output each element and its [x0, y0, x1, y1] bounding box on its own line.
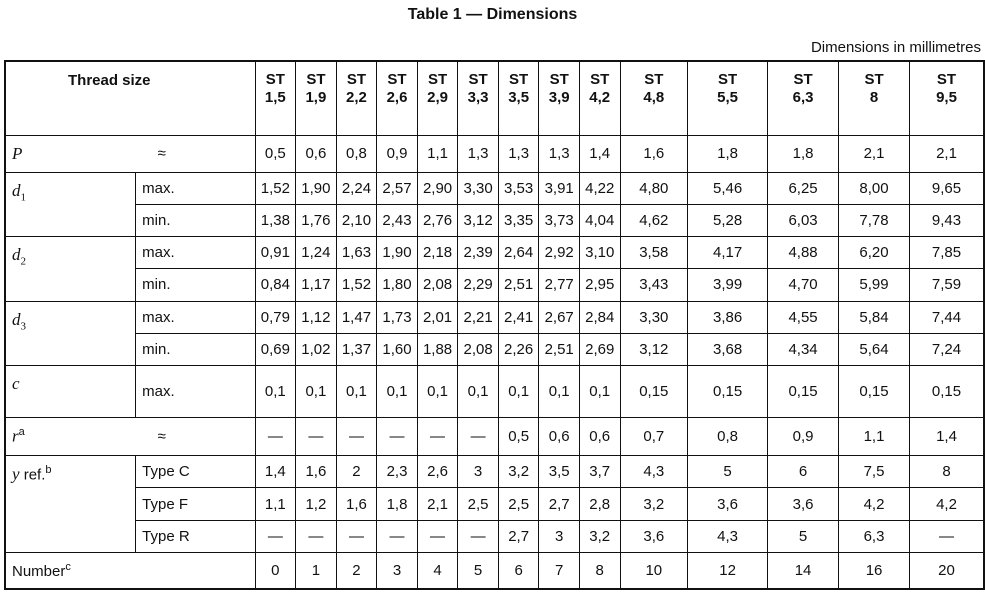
value-cell: 0,6: [579, 417, 620, 456]
value-cell: 3,2: [620, 488, 688, 520]
value-cell: 2,7: [539, 488, 580, 520]
qualifier-cell: max.: [136, 173, 255, 205]
size-prefix: ST: [427, 71, 448, 88]
footnote-marker: b: [45, 464, 52, 477]
value-cell: 4,2: [910, 488, 984, 520]
value-cell: —: [458, 417, 499, 456]
value-cell: 4,04: [579, 205, 620, 237]
value-cell: 0,8: [688, 417, 768, 456]
value-cell: 1,47: [336, 301, 377, 333]
footnote-marker: c: [65, 560, 71, 573]
value-cell: 2,29: [458, 269, 499, 301]
value-cell: 0,5: [255, 135, 296, 173]
value-cell: 5: [768, 520, 839, 552]
value-cell: 2,64: [498, 237, 539, 269]
value-cell: 4,17: [688, 237, 768, 269]
value-cell: 3,35: [498, 205, 539, 237]
value-cell: 1,76: [296, 205, 337, 237]
size-prefix: ST: [864, 71, 884, 88]
footnote-marker: a: [18, 426, 25, 439]
size-header-cell: [768, 61, 839, 135]
size-header-cell: [579, 61, 620, 135]
size-prefix: ST: [590, 71, 610, 88]
value-cell: 3,10: [579, 237, 620, 269]
value-cell: 0,69: [255, 333, 296, 365]
value-cell: 1,8: [377, 488, 418, 520]
value-cell: 6,03: [768, 205, 839, 237]
qualifier-cell: Type R: [136, 520, 255, 552]
qualifier-cell: max.: [136, 365, 255, 417]
value-cell: 3,6: [688, 488, 768, 520]
size-prefix: ST: [306, 71, 326, 88]
value-cell: 4,2: [839, 488, 910, 520]
value-cell: 2,24: [336, 173, 377, 205]
size-prefix: ST: [509, 71, 529, 88]
parameter-label: [5, 365, 136, 417]
value-cell: 0,6: [296, 135, 337, 173]
value-cell: 8: [910, 456, 984, 488]
parameter-symbol: r: [12, 426, 19, 446]
parameter-symbol: P: [12, 143, 23, 163]
size-prefix: ST: [346, 71, 367, 88]
value-cell: 1,1: [255, 488, 296, 520]
value-cell: 2,92: [539, 237, 580, 269]
value-cell: 1,1: [417, 135, 458, 173]
size-value: 4,2: [589, 89, 611, 106]
table-row: [5, 333, 984, 365]
parameter-label: [5, 301, 136, 365]
value-cell: 5,84: [839, 301, 910, 333]
size-header-cell: [255, 61, 296, 135]
value-cell: —: [255, 520, 296, 552]
number-cell: 5: [458, 552, 499, 589]
value-cell: 3,2: [498, 456, 539, 488]
size-header-cell: [839, 61, 910, 135]
size-prefix: ST: [718, 71, 738, 88]
value-cell: —: [377, 417, 418, 456]
parameter-label: [5, 173, 136, 237]
parameter-label: [5, 456, 136, 552]
number-label: [5, 552, 255, 589]
value-cell: 7,24: [910, 333, 984, 365]
value-cell: 3,2: [579, 520, 620, 552]
value-cell: 7,78: [839, 205, 910, 237]
value-cell: 0,8: [336, 135, 377, 173]
value-cell: 3,99: [688, 269, 768, 301]
value-cell: 2,3: [377, 456, 418, 488]
value-cell: 1,52: [336, 269, 377, 301]
value-cell: 1,73: [377, 301, 418, 333]
value-cell: 1,8: [688, 135, 768, 173]
table-row: [5, 488, 984, 520]
value-cell: 0,15: [620, 365, 688, 417]
value-cell: 2,26: [498, 333, 539, 365]
value-cell: 4,70: [768, 269, 839, 301]
value-cell: 1,3: [539, 135, 580, 173]
value-cell: 4,55: [768, 301, 839, 333]
value-cell: 1,38: [255, 205, 296, 237]
size-value: 1,9: [305, 89, 327, 106]
size-header-cell: [688, 61, 768, 135]
table-row: [5, 173, 984, 205]
table-row: [5, 301, 984, 333]
value-cell: 6,3: [839, 520, 910, 552]
size-prefix: ST: [468, 71, 488, 88]
value-cell: 3,12: [458, 205, 499, 237]
qualifier-cell: min.: [136, 205, 255, 237]
value-cell: 1,63: [336, 237, 377, 269]
value-cell: 2,21: [458, 301, 499, 333]
value-cell: —: [458, 520, 499, 552]
value-cell: 1,12: [296, 301, 337, 333]
number-cell: 10: [620, 552, 688, 589]
table-row: [5, 456, 984, 488]
qualifier-cell: Type F: [136, 488, 255, 520]
parameter-symbol: c: [12, 373, 20, 393]
parameter-subscript: 3: [20, 319, 26, 332]
value-cell: 0,6: [539, 417, 580, 456]
value-cell: 1,90: [296, 173, 337, 205]
value-cell: 2,90: [417, 173, 458, 205]
number-cell: 6: [498, 552, 539, 589]
value-cell: 5,28: [688, 205, 768, 237]
value-cell: 6,25: [768, 173, 839, 205]
value-cell: 8,00: [839, 173, 910, 205]
number-cell: 12: [688, 552, 768, 589]
table-row: [5, 520, 984, 552]
value-cell: 0,84: [255, 269, 296, 301]
size-value: 2,9: [427, 89, 448, 106]
value-cell: 7,85: [910, 237, 984, 269]
value-cell: 4,80: [620, 173, 688, 205]
size-value: 3,3: [467, 89, 489, 106]
parameter-symbol: y: [12, 464, 20, 484]
value-cell: —: [417, 417, 458, 456]
value-cell: 5,99: [839, 269, 910, 301]
parameter-symbol: d: [12, 181, 21, 200]
size-header-cell: [458, 61, 499, 135]
value-cell: 0,15: [768, 365, 839, 417]
value-cell: 1,1: [839, 417, 910, 456]
number-cell: 14: [768, 552, 839, 589]
value-cell: 1,6: [296, 456, 337, 488]
size-header-cell: [417, 61, 458, 135]
value-cell: 2,95: [579, 269, 620, 301]
value-cell: 9,65: [910, 173, 984, 205]
size-prefix: ST: [549, 71, 569, 88]
value-cell: 2,08: [458, 333, 499, 365]
value-cell: 2,08: [417, 269, 458, 301]
value-cell: 2,1: [910, 135, 984, 173]
size-prefix: ST: [936, 71, 957, 88]
value-cell: 1,4: [255, 456, 296, 488]
value-cell: 3,68: [688, 333, 768, 365]
value-cell: 1,6: [336, 488, 377, 520]
size-header-cell: [539, 61, 580, 135]
size-header-cell: [296, 61, 337, 135]
value-cell: 3,58: [620, 237, 688, 269]
value-cell: 1,80: [377, 269, 418, 301]
value-cell: 2,51: [539, 333, 580, 365]
value-cell: 3: [458, 456, 499, 488]
value-cell: 2,84: [579, 301, 620, 333]
value-cell: 1,88: [417, 333, 458, 365]
value-cell: 1,8: [768, 135, 839, 173]
value-cell: 1,90: [377, 237, 418, 269]
size-header-cell: [336, 61, 377, 135]
value-cell: 1,60: [377, 333, 418, 365]
value-cell: 0,1: [296, 365, 337, 417]
qualifier-cell: min.: [136, 269, 255, 301]
size-value: 1,5: [264, 89, 286, 106]
size-value: 2,2: [346, 89, 367, 106]
number-cell: 0: [255, 552, 296, 589]
value-cell: 3,6: [768, 488, 839, 520]
number-cell: 4: [417, 552, 458, 589]
parameter-subscript: 1: [20, 191, 26, 204]
number-row: [5, 552, 984, 589]
size-prefix: ST: [387, 71, 407, 88]
value-cell: 3,6: [620, 520, 688, 552]
value-cell: 4,22: [579, 173, 620, 205]
value-cell: 5,64: [839, 333, 910, 365]
value-cell: 2,10: [336, 205, 377, 237]
value-cell: 3,5: [539, 456, 580, 488]
value-cell: 0,15: [688, 365, 768, 417]
value-cell: 0,91: [255, 237, 296, 269]
value-cell: 6,20: [839, 237, 910, 269]
value-cell: 3,12: [620, 333, 688, 365]
table-row: [5, 237, 984, 269]
qualifier-cell: max.: [136, 301, 255, 333]
value-cell: 4,62: [620, 205, 688, 237]
value-cell: 1,52: [255, 173, 296, 205]
number-cell: 20: [910, 552, 984, 589]
units-note: Dimensions in millimetres: [810, 39, 981, 56]
value-cell: 7,59: [910, 269, 984, 301]
value-cell: 2,67: [539, 301, 580, 333]
header-row: [5, 61, 984, 135]
table-row: [5, 417, 984, 456]
value-cell: 3,43: [620, 269, 688, 301]
size-value: 3,5: [508, 89, 530, 106]
value-cell: —: [377, 520, 418, 552]
value-cell: 3,30: [620, 301, 688, 333]
value-cell: 1,4: [579, 135, 620, 173]
size-value: 4,8: [643, 89, 665, 106]
value-cell: 2,43: [377, 205, 418, 237]
size-prefix: ST: [644, 71, 664, 88]
value-cell: 0,1: [255, 365, 296, 417]
size-value: 5,5: [717, 89, 739, 106]
size-value: 8: [869, 89, 879, 106]
qualifier-cell: max.: [136, 237, 255, 269]
value-cell: 0,15: [910, 365, 984, 417]
size-value: 9,5: [936, 89, 957, 106]
value-cell: 1,24: [296, 237, 337, 269]
value-cell: 1,37: [336, 333, 377, 365]
value-cell: 1,17: [296, 269, 337, 301]
table-row: [5, 135, 984, 173]
value-cell: 1,4: [910, 417, 984, 456]
value-cell: 2,41: [498, 301, 539, 333]
value-cell: —: [336, 417, 377, 456]
parameter-label: [5, 135, 136, 173]
value-cell: 2,51: [498, 269, 539, 301]
value-cell: 4,34: [768, 333, 839, 365]
value-cell: 2,5: [498, 488, 539, 520]
value-cell: 2,01: [417, 301, 458, 333]
table-body: [5, 135, 984, 589]
value-cell: 0,1: [336, 365, 377, 417]
value-cell: 2,57: [377, 173, 418, 205]
parameter-symbol: d: [12, 245, 21, 265]
value-cell: 3,7: [579, 456, 620, 488]
value-cell: 3: [539, 520, 580, 552]
number-cell: 2: [336, 552, 377, 589]
value-cell: 0,15: [839, 365, 910, 417]
value-cell: 0,1: [579, 365, 620, 417]
value-cell: 0,9: [377, 135, 418, 173]
value-cell: 5,46: [688, 173, 768, 205]
table-row: [5, 205, 984, 237]
value-cell: 4,88: [768, 237, 839, 269]
value-cell: 4,3: [620, 456, 688, 488]
value-cell: 2,76: [417, 205, 458, 237]
size-prefix: ST: [265, 71, 285, 88]
value-cell: 6: [768, 456, 839, 488]
value-cell: —: [255, 417, 296, 456]
value-cell: 2: [336, 456, 377, 488]
number-label-text: Number: [12, 562, 66, 580]
number-cell: 3: [377, 552, 418, 589]
number-cell: 7: [539, 552, 580, 589]
size-header-cell: [377, 61, 418, 135]
size-value: 2,6: [386, 89, 408, 106]
qualifier-cell: ≈: [136, 135, 255, 173]
value-cell: 0,1: [539, 365, 580, 417]
parameter-label: [5, 417, 136, 456]
value-cell: 2,8: [579, 488, 620, 520]
qualifier-cell: ≈: [136, 417, 255, 456]
size-header-cell: [620, 61, 688, 135]
value-cell: —: [336, 520, 377, 552]
value-cell: 3,91: [539, 173, 580, 205]
value-cell: 2,18: [417, 237, 458, 269]
size-value: 3,9: [548, 89, 570, 106]
value-cell: 2,77: [539, 269, 580, 301]
value-cell: 2,39: [458, 237, 499, 269]
value-cell: 0,9: [768, 417, 839, 456]
value-cell: 3,53: [498, 173, 539, 205]
number-cell: 1: [296, 552, 337, 589]
size-value: 6,3: [792, 89, 814, 106]
value-cell: 2,6: [417, 456, 458, 488]
qualifier-cell: Type C: [136, 456, 255, 488]
value-cell: 0,5: [498, 417, 539, 456]
qualifier-cell: min.: [136, 333, 255, 365]
value-cell: 0,1: [498, 365, 539, 417]
size-header-cell: [910, 61, 984, 135]
size-header-cell: [498, 61, 539, 135]
value-cell: 2,69: [579, 333, 620, 365]
size-prefix: ST: [793, 71, 813, 88]
value-cell: 5: [688, 456, 768, 488]
value-cell: 3,73: [539, 205, 580, 237]
value-cell: 1,3: [498, 135, 539, 173]
value-cell: 1,6: [620, 135, 688, 173]
thread-size-header: Thread size: [5, 61, 255, 135]
value-cell: 9,43: [910, 205, 984, 237]
value-cell: 2,7: [498, 520, 539, 552]
table-row: [5, 365, 984, 417]
table-title: Table 1 — Dimensions: [407, 6, 578, 23]
value-cell: 7,44: [910, 301, 984, 333]
value-cell: 0,1: [377, 365, 418, 417]
parameter-symbol: d: [12, 309, 21, 329]
value-cell: —: [417, 520, 458, 552]
value-cell: 3,86: [688, 301, 768, 333]
value-cell: 1,2: [296, 488, 337, 520]
value-cell: 4,3: [688, 520, 768, 552]
value-cell: 0,1: [458, 365, 499, 417]
value-cell: —: [296, 520, 337, 552]
dimensions-table: [4, 60, 985, 590]
number-cell: 8: [579, 552, 620, 589]
number-cell: 16: [839, 552, 910, 589]
parameter-subscript: 2: [20, 255, 26, 268]
value-cell: 2,1: [839, 135, 910, 173]
parameter-label: [5, 237, 136, 301]
value-cell: 2,5: [458, 488, 499, 520]
value-cell: —: [910, 520, 984, 552]
value-cell: 1,02: [296, 333, 337, 365]
value-cell: 0,7: [620, 417, 688, 456]
value-cell: —: [296, 417, 337, 456]
value-cell: 2,1: [417, 488, 458, 520]
value-cell: 7,5: [839, 456, 910, 488]
value-cell: 3,30: [458, 173, 499, 205]
table-row: [5, 269, 984, 301]
parameter-ref: ref.: [19, 466, 46, 484]
value-cell: 1,3: [458, 135, 499, 173]
value-cell: 0,1: [417, 365, 458, 417]
value-cell: 0,79: [255, 301, 296, 333]
